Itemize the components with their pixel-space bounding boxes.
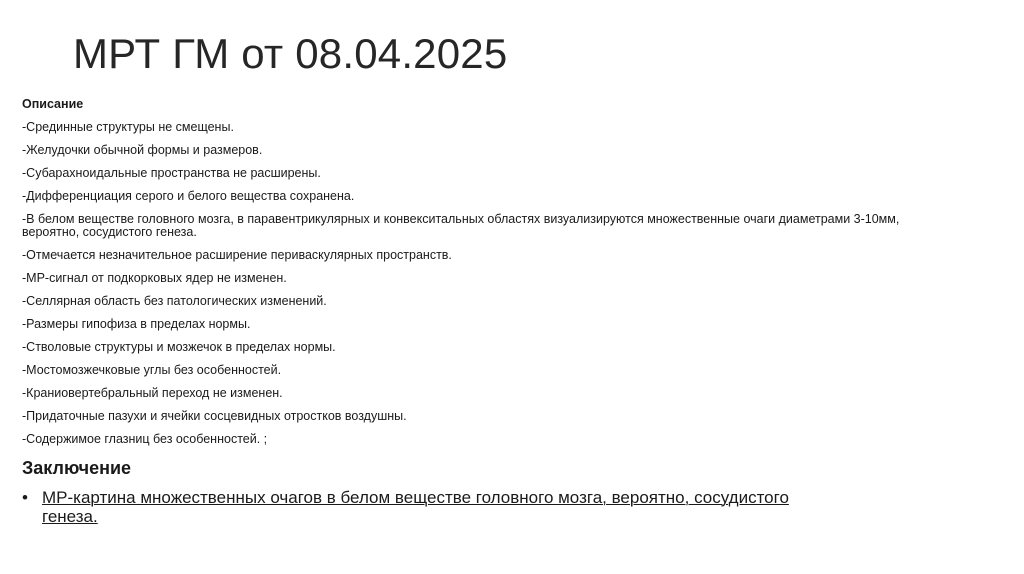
finding-item: -Отмечается незначительное расширение периваскулярных пространств.: [22, 248, 452, 262]
description-list: [22, 121, 922, 456]
finding-item: -Содержимое глазниц без особенностей. ;: [22, 432, 268, 446]
conclusion-text: МР-картина множественных очагов в белом веществе головного мозга, вероятно, сосудистого генеза.: [42, 488, 789, 526]
finding-item: -Мостомозжечковые углы без особенностей.: [22, 363, 282, 377]
finding-item: -МР-сигнал от подкорковых ядер не изменен.: [22, 271, 287, 285]
finding-item: -Краниовертебральный переход не изменен.: [22, 386, 283, 400]
finding-item: -Стволовые структуры и мозжечок в пределах нормы.: [22, 340, 336, 354]
finding-item: -Размеры гипофиза в пределах нормы.: [22, 317, 251, 331]
bullet-icon: •: [22, 488, 28, 507]
finding-item: -Дифференциация серого и белого вещества сохранена.: [22, 189, 355, 203]
finding-item: -Придаточные пазухи и ячейки сосцевидных отростков воздушны.: [22, 409, 407, 423]
conclusion-list: [22, 488, 822, 526]
description-heading: Описание: [22, 97, 84, 111]
finding-item: -Желудочки обычной формы и размеров.: [22, 143, 263, 157]
slide-title: МРТ ГМ от 08.04.2025: [73, 30, 508, 77]
finding-item: -Срединные структуры не смещены.: [22, 120, 234, 134]
conclusion-item: [22, 488, 822, 526]
finding-item: -В белом веществе головного мозга, в паравентрикулярных и конвекситальных областях визуализируются множественные очаги диаметрами 3-10мм, вероятно, сосудистого генеза.: [22, 212, 900, 239]
finding-item: -Селлярная область без патологических изменений.: [22, 294, 327, 308]
conclusion-heading: Заключение: [22, 458, 132, 478]
finding-item: -Субарахноидальные пространства не расширены.: [22, 166, 321, 180]
